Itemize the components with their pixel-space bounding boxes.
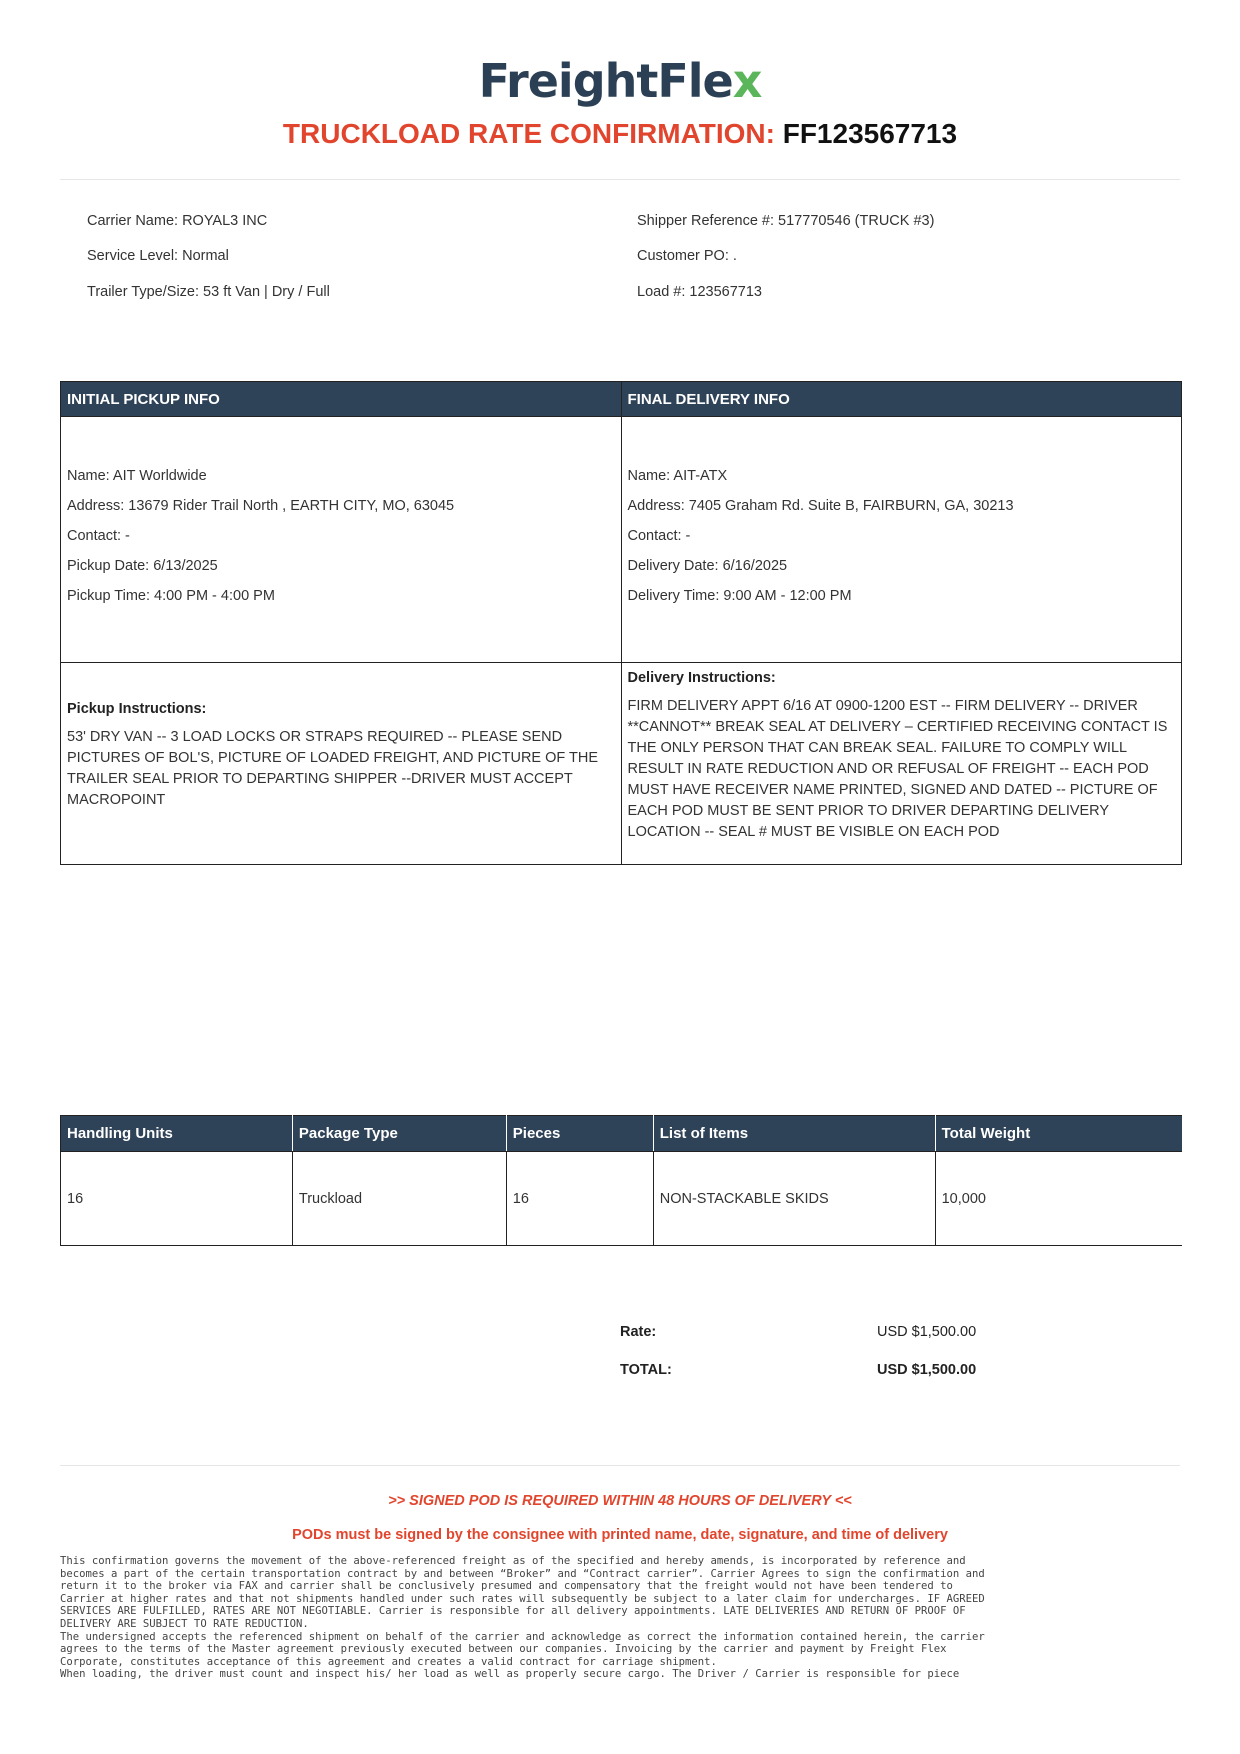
delivery-time: Delivery Time: 9:00 AM - 12:00 PM bbox=[627, 588, 852, 604]
logo-fle: Fle bbox=[657, 54, 733, 108]
pickup-instructions-heading: Pickup Instructions: bbox=[67, 701, 207, 717]
legal-line: becomes a part of the certain transportation contract by and between “Broker” and “Contract carrier”. Carrier Agrees to sign the confirmation and bbox=[60, 1567, 985, 1580]
pickup-delivery-table bbox=[60, 381, 1182, 865]
delivery-details bbox=[621, 417, 1182, 663]
cell-handling-units: 16 bbox=[61, 1152, 293, 1246]
pickup-date: Pickup Date: 6/13/2025 bbox=[67, 558, 218, 574]
cell-pieces: 16 bbox=[506, 1152, 653, 1246]
logo-freight: Freight bbox=[478, 54, 658, 108]
pickup-heading: INITIAL PICKUP INFO bbox=[61, 382, 622, 417]
page-title bbox=[0, 118, 1240, 150]
shipper-reference: Shipper Reference #: 517770546 (TRUCK #3) bbox=[637, 213, 935, 229]
pickup-details bbox=[61, 417, 622, 663]
rate-label: Rate: bbox=[620, 1324, 657, 1340]
service-level: Service Level: Normal bbox=[87, 248, 229, 264]
col-total-weight: Total Weight bbox=[935, 1116, 1182, 1152]
legal-line: The undersigned accepts the referenced shipment on behalf of the carrier and acknowledge as correct the information contained herein, the carrier bbox=[60, 1630, 985, 1643]
delivery-date: Delivery Date: 6/16/2025 bbox=[627, 558, 788, 574]
rate-value: USD $1,500.00 bbox=[877, 1324, 977, 1340]
col-handling-units: Handling Units bbox=[61, 1116, 293, 1152]
pod-signed-notice: PODs must be signed by the consignee with printed name, date, signature, and time of delivery bbox=[292, 1527, 948, 1543]
legal-line: Corporate, constitutes acceptance of this agreement and creates a valid contract for carriage shipment. bbox=[60, 1655, 717, 1668]
legal-line: Carrier at higher rates and that not shipments handled under such rates will subsequently be subject to a later claim for undercharges. IF AGREED bbox=[60, 1592, 985, 1605]
legal-line: return it to the broker via FAX and carrier shall be conclusively presumed and compensatory that the freight would not have been tendered to bbox=[60, 1580, 953, 1593]
cell-total-weight: 10,000 bbox=[935, 1152, 1182, 1246]
header-divider bbox=[60, 179, 1180, 180]
delivery-contact: Contact: - bbox=[627, 528, 691, 544]
table-row bbox=[61, 1152, 1183, 1246]
col-list-of-items: List of Items bbox=[653, 1116, 935, 1152]
freightflex-logo bbox=[0, 54, 1240, 108]
delivery-instructions-heading: Delivery Instructions: bbox=[627, 670, 776, 686]
legal-line: SERVICES ARE FULFILLED, RATES ARE NOT NEGOTIABLE. Carrier is responsible for all delivery appointments. LATE DELIVERIES AND RETURN OF PROOF OF bbox=[60, 1605, 966, 1618]
legal-line: This confirmation governs the movement of the above-referenced freight as of the specified and hereby amends, is incorporated by reference and bbox=[60, 1555, 966, 1567]
delivery-name: Name: AIT-ATX bbox=[627, 468, 728, 484]
pickup-time: Pickup Time: 4:00 PM - 4:00 PM bbox=[67, 588, 275, 604]
pickup-contact: Contact: - bbox=[67, 528, 130, 544]
pickup-address: Address: 13679 Rider Trail North , EARTH CITY, MO, 63045 bbox=[67, 498, 455, 514]
delivery-address: Address: 7405 Graham Rd. Suite B, FAIRBURN, GA, 30213 bbox=[627, 498, 1014, 514]
carrier-name: Carrier Name: ROYAL3 INC bbox=[87, 213, 268, 229]
legal-line: DELIVERY ARE SUBJECT TO RATE REDUCTION. bbox=[60, 1617, 309, 1630]
load-number: Load #: 123567713 bbox=[637, 284, 762, 300]
legal-line: agrees to the terms of the Master agreement previously executed between our companies. Invoicing by the carrier and payment by Freight Flex bbox=[60, 1643, 947, 1656]
confirmation-number: FF123567713 bbox=[782, 118, 958, 149]
pickup-instructions-cell bbox=[61, 663, 622, 865]
total-value: USD $1,500.00 bbox=[877, 1362, 977, 1378]
customer-po: Customer PO: . bbox=[637, 248, 737, 264]
footer-divider bbox=[60, 1465, 1180, 1466]
delivery-heading: FINAL DELIVERY INFO bbox=[621, 382, 1182, 417]
legal-terms bbox=[60, 1555, 1182, 1681]
title-label: TRUCKLOAD RATE CONFIRMATION: bbox=[282, 118, 775, 149]
col-package-type: Package Type bbox=[292, 1116, 506, 1152]
trailer-type: Trailer Type/Size: 53 ft Van | Dry / Full bbox=[87, 284, 330, 300]
delivery-instructions: FIRM DELIVERY APPT 6/16 AT 0900-1200 EST -- FIRM DELIVERY -- DRIVER **CANNOT** BREAK SEAL AT DELIVERY – CERTIFIED RECEIVING CONTACT IS THE ONLY PERSON THAT CAN BREAK SEAL. FAILURE TO COMPLY WILL RESULT IN RATE REDUCTION AND OR REFUSAL OF FREIGHT -- EACH POD MUST HAVE RECEIVER NAME PRINTED, SIGNED AND DATED -- PICTURE OF EACH POD MUST BE SENT PRIOR TO DRIVER DEPARTING DELIVERY LOCATION -- SEAL # MUST BE VISIBLE ON EACH POD bbox=[627, 698, 1168, 840]
cell-package-type: Truckload bbox=[292, 1152, 506, 1246]
items-table bbox=[60, 1115, 1182, 1246]
col-pieces: Pieces bbox=[506, 1116, 653, 1152]
legal-line: When loading, the driver must count and inspect his/ her load as well as properly secure cargo. The Driver / Carrier is responsible for piece bbox=[60, 1668, 960, 1681]
logo-x: x bbox=[732, 54, 762, 108]
cell-list-of-items: NON-STACKABLE SKIDS bbox=[653, 1152, 935, 1246]
total-label: TOTAL: bbox=[620, 1362, 672, 1378]
items-header-row bbox=[61, 1116, 1183, 1152]
pickup-instructions: 53' DRY VAN -- 3 LOAD LOCKS OR STRAPS REQUIRED -- PLEASE SEND PICTURES OF BOL'S, PICTURE OF LOADED FREIGHT, AND PICTURE OF THE TRAILER SEAL PRIOR TO DEPARTING SHIPPER --DRIVER MUST ACCEPT MACROPOINT bbox=[67, 729, 599, 808]
pickup-name: Name: AIT Worldwide bbox=[67, 468, 207, 484]
pod-required-notice: >> SIGNED POD IS REQUIRED WITHIN 48 HOURS OF DELIVERY << bbox=[388, 1493, 852, 1509]
delivery-instructions-cell bbox=[621, 663, 1182, 865]
